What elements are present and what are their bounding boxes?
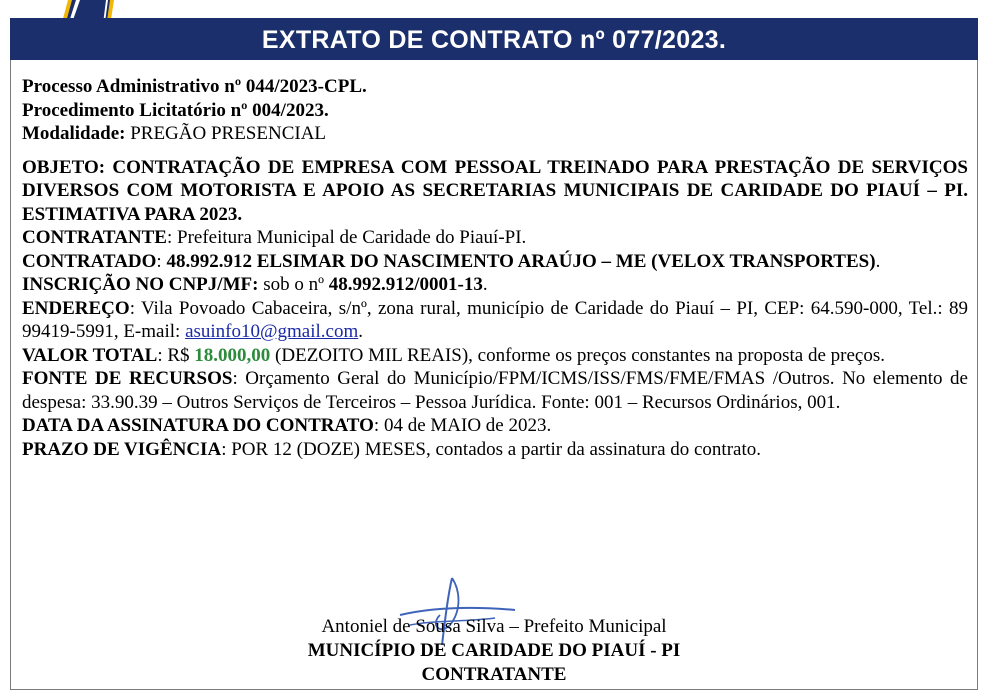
page-title: EXTRATO DE CONTRATO nº 077/2023. xyxy=(261,26,727,54)
email-link[interactable]: asuinfo10@gmail.com xyxy=(185,321,359,342)
valor-rest: (DEZOITO MIL REAIS), conforme os preços constantes na proposta de preços. xyxy=(270,344,885,366)
contratado-label: CONTRATADO xyxy=(22,250,157,272)
cnpj-value: 48.992.912/0001-13 xyxy=(328,274,483,295)
cnpj-line xyxy=(22,273,968,297)
objeto-line xyxy=(22,156,968,227)
data-assinatura-line xyxy=(22,414,968,438)
endereco-label: ENDEREÇO xyxy=(22,297,130,319)
data-assinatura-label: DATA DA ASSINATURA DO CONTRATO xyxy=(22,415,374,436)
cnpj-end: . xyxy=(482,274,488,295)
contratante-value: : Prefeitura Municipal de Caridade do Piauí-PI. xyxy=(166,227,527,248)
contratado-sep: : xyxy=(156,250,167,272)
processo-line xyxy=(22,75,968,99)
endereco-value: : Vila Povoado Cabaceira, s/nº, zona rural, município de Caridade do Piauí – PI, CEP: 64.590-000, Tel.: 89 99419-5991, E-mail: xyxy=(22,297,968,342)
valor-label: VALOR TOTAL xyxy=(22,344,158,366)
endereco-end: . xyxy=(358,321,363,342)
cnpj-label: INSCRIÇÃO NO CNPJ/MF: xyxy=(22,274,259,295)
contratado-line xyxy=(22,250,968,274)
procedimento-label: Procedimento Licitatório nº 004/2023. xyxy=(22,99,329,121)
contratante-label: CONTRATANTE xyxy=(22,227,167,248)
valor-pre: : R$ xyxy=(157,344,195,366)
valor-amount: 18.000,00 xyxy=(194,344,271,366)
municipality-name: MUNICÍPIO DE CARIDADE DO PIAUÍ - PI xyxy=(307,640,681,661)
contratante-line xyxy=(22,226,968,250)
data-assinatura-value: : 04 de MAIO de 2023. xyxy=(373,415,552,436)
objeto-value: : CONTRATAÇÃO DE EMPRESA COM PESSOAL TREINADO PARA PRESTAÇÃO DE SERVIÇOS DIVERSOS COM MOTORISTA E APOIO AS SECRETARIAS MUNICIPAIS DE CARIDADE DO PIAUÍ – PI. ESTIMATIVA PARA 2023. xyxy=(22,156,968,225)
modalidade-value: PREGÃO PRESENCIAL xyxy=(125,123,327,144)
signer-role: CONTRATANTE xyxy=(421,664,567,685)
signer-name: Antoniel de Sousa Silva – Prefeito Municipal xyxy=(321,616,667,637)
procedimento-line xyxy=(22,99,968,123)
contratado-end: . xyxy=(875,250,881,272)
contratado-value: 48.992.912 ELSIMAR DO NASCIMENTO ARAÚJO – ME (VELOX TRANSPORTES) xyxy=(166,250,876,272)
valor-line xyxy=(22,344,968,368)
modalidade-line xyxy=(22,122,968,146)
prazo-value: : POR 12 (DOZE) MESES, contados a partir da assinatura do contrato. xyxy=(221,438,761,460)
header-bar xyxy=(10,18,978,60)
prazo-label: PRAZO DE VIGÊNCIA xyxy=(22,438,222,460)
contract-body xyxy=(22,75,968,461)
prazo-line xyxy=(22,438,968,462)
fonte-value: : Orçamento Geral do Município/FPM/ICMS/ISS/FMS/FME/FMAS /Outros. No elemento de despesa: 33.90.39 – Outros Serviços de Terceiros – Pessoa Jurídica. Fonte: 001 – Recursos Ordinários, 001. xyxy=(22,368,968,413)
fonte-line xyxy=(22,367,968,414)
processo-label: Processo Administrativo nº 044/2023-CPL. xyxy=(22,76,367,97)
fonte-label: FONTE DE RECURSOS xyxy=(22,368,233,389)
objeto-label: OBJETO xyxy=(22,156,99,178)
modalidade-label: Modalidade: xyxy=(22,123,126,144)
cnpj-pre: sob o nº xyxy=(258,274,329,295)
endereco-line xyxy=(22,297,968,344)
